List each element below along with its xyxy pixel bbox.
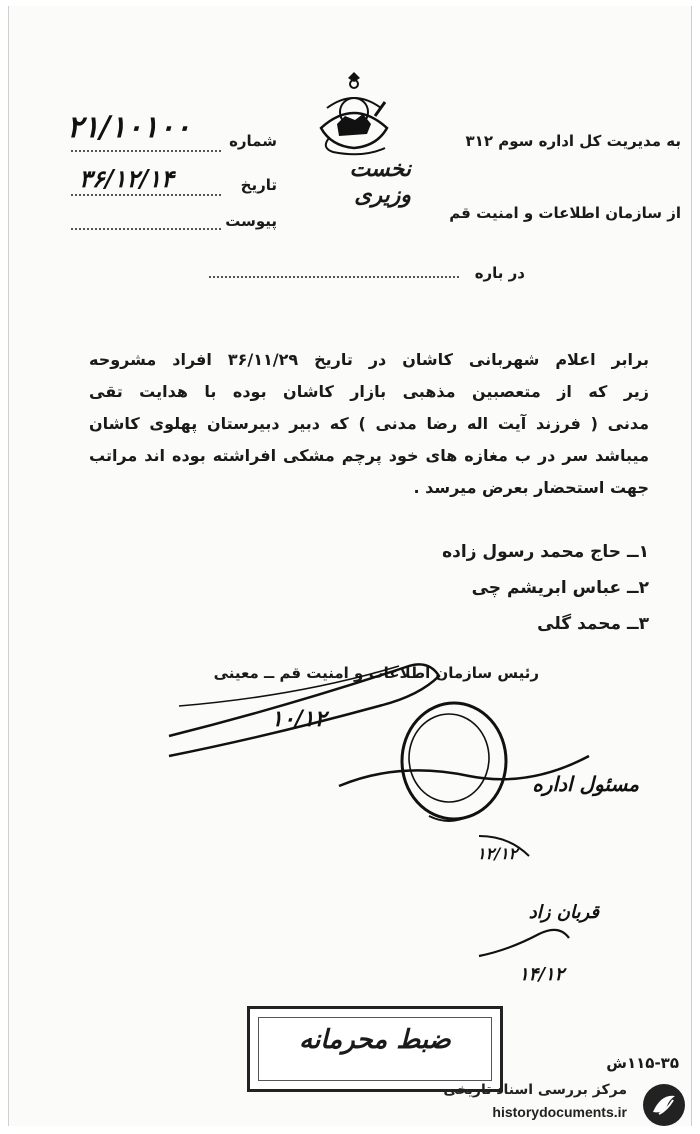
body-line: جهت استحضار بعرض میرسد .	[413, 478, 649, 497]
subject-label: در باره	[474, 264, 525, 282]
handwritten-date-1: ۱۰/۱۲	[271, 706, 327, 732]
body-line: مدنی ( فرزند آیت اله رضا مدنی ) که دبیر دبیرستان پهلوی کاشان	[89, 414, 649, 433]
number-label: شماره	[229, 132, 277, 150]
number-dotted-line	[71, 150, 221, 152]
reference-number: ۱۱۵-۳۵ش	[606, 1054, 679, 1072]
number-value: ۲۱/۱۰۱۰۰	[67, 110, 191, 145]
handwritten-note: مسئول اداره	[532, 772, 639, 796]
handwritten-scribbles	[9, 646, 691, 1006]
date-value: ۳۶/۱۲/۱۴	[79, 164, 174, 193]
handwritten-date-2: ۱۲/۱۲	[477, 844, 518, 863]
ministry-title: نخست وزیری	[349, 156, 411, 208]
handwritten-date-3: ۱۴/۱۲	[519, 964, 565, 985]
list-item: ۲ــ عباس ابریشم چی	[471, 578, 649, 598]
body-paragraph	[89, 344, 649, 504]
watermark-title: مرکز بررسی اسناد تاریخی	[443, 1082, 627, 1098]
signature-title: رئیس سازمان اطلاعات و امنیت قم ــ معینی	[213, 664, 539, 682]
body-line: زیر که از متعصبین مذهبی بازار کاشان بوده با هدایت تقی	[89, 382, 649, 401]
body-line: برابر اعلام شهربانی کاشان در تاریخ ۳۶/۱۱/۲۹ افراد مشروحه	[89, 350, 649, 369]
attachment-dotted-line	[71, 228, 221, 230]
from-organization-line: از سازمان اطلاعات و امنیت قم	[449, 204, 681, 222]
date-label: تاریخ	[240, 176, 277, 194]
watermark	[409, 1080, 695, 1130]
document-center-logo-icon	[641, 1082, 687, 1128]
list-item: ۱ــ حاج محمد رسول زاده	[442, 542, 649, 562]
body-line: میباشد سر در ب مغازه های خود پرچم مشکی افراشته بوده اند مراتب	[89, 446, 649, 465]
recipient-line: به مدیریت کل اداره سوم ۳۱۲	[465, 132, 681, 150]
handwritten-name: قربان زاد	[528, 902, 599, 923]
stamp-text: ضبط محرمانه	[299, 1025, 451, 1055]
subject-dotted-line	[209, 276, 459, 278]
list-item: ۳ــ محمد گلی	[537, 614, 649, 634]
lion-and-sun-emblem-icon	[309, 68, 399, 156]
watermark-url: historydocuments.ir	[492, 1104, 627, 1120]
date-dotted-line	[71, 194, 221, 196]
document-page	[8, 6, 692, 1126]
attachment-label: پیوست	[225, 212, 277, 230]
